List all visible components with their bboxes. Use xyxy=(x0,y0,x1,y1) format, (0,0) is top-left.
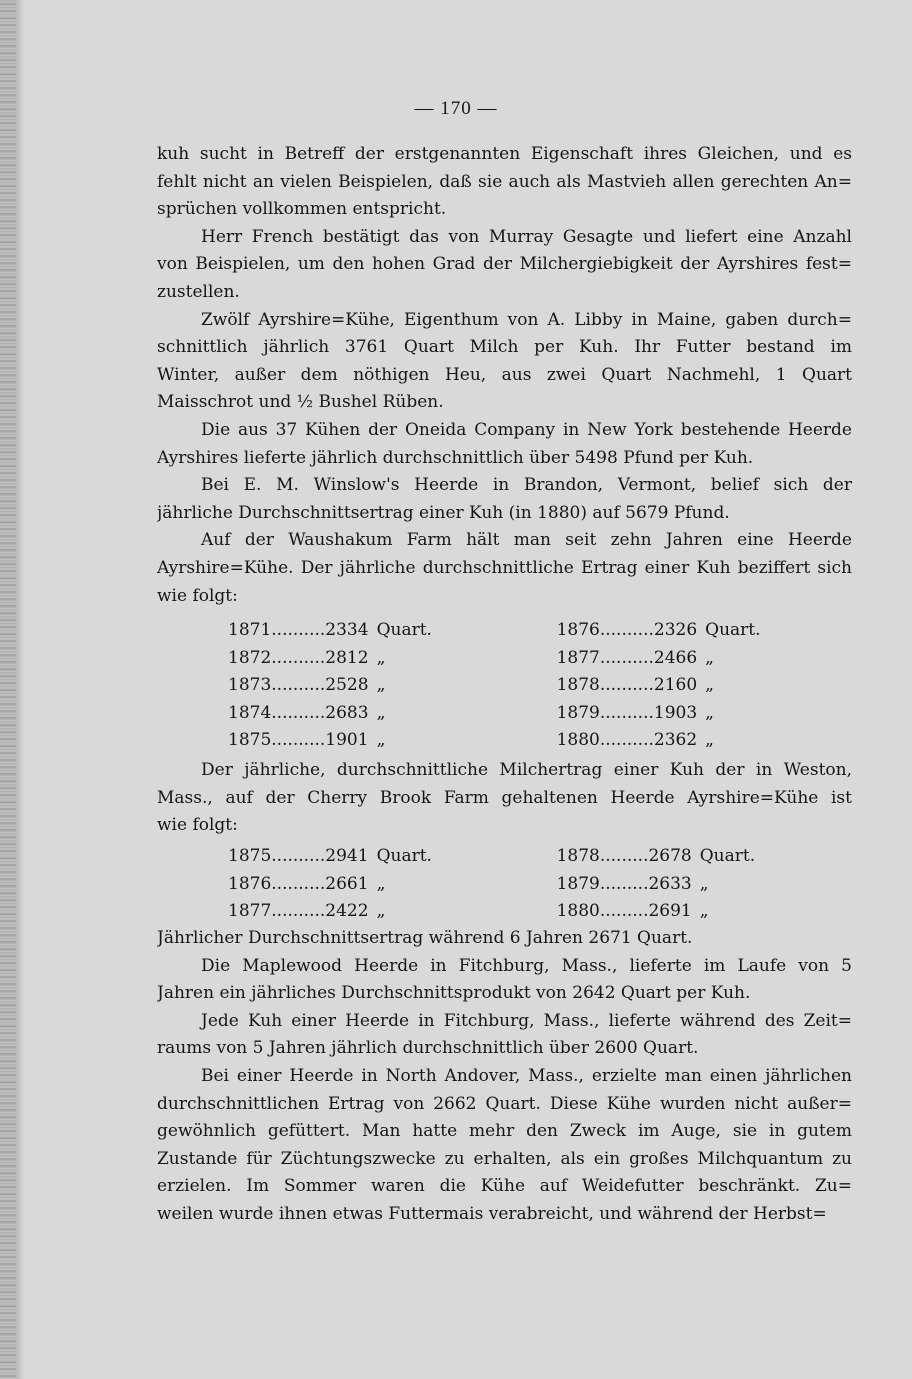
text-line: fehlt nicht an vielen Beispielen, daß sie auch als Mastvieh allen gerechten An= xyxy=(157,171,852,192)
unit-label: Quart. xyxy=(699,846,756,866)
table-row xyxy=(228,898,780,926)
page-number: — 170 — xyxy=(414,98,498,119)
text-block-bottom xyxy=(157,925,852,1229)
text-line: erzielen. Im Sommer waren die Kühe auf Weidefutter beschränkt. Zu= xyxy=(157,1176,852,1197)
text-line: Ayrshires lieferte jährlich durchschnittlich über 5498 Pfund per Kuh. xyxy=(157,447,754,468)
table-row xyxy=(228,617,785,645)
text-line: Die aus 37 Kühen der Oneida Company in New York bestehende Heerde xyxy=(201,419,852,440)
unit-label: „ xyxy=(376,675,386,696)
year-yield-entry: 1877..........2466 xyxy=(556,647,698,668)
text-line: Mass., auf der Cherry Brook Farm gehaltenen Heerde Ayrshire=Kühe ist xyxy=(157,787,852,808)
year-yield-entry: 1875..........2941 xyxy=(228,846,369,866)
table-row xyxy=(228,871,780,899)
text-line: Winter, außer dem nöthigen Heu, aus zwei Quart Nachmehl, 1 Quart xyxy=(157,364,852,385)
year-yield-entry: 1874..........2683 xyxy=(228,702,369,723)
unit-label: „ xyxy=(705,675,714,696)
text-line: sprüchen vollkommen entspricht. xyxy=(157,199,447,220)
page-gutter-shadow xyxy=(16,0,24,1379)
year-yield-entry: 1871..........2334 xyxy=(228,620,369,640)
unit-label: „ xyxy=(705,730,714,751)
text-line: Der jährliche, durchschnittliche Milchertrag einer Kuh der in Weston, xyxy=(201,760,852,780)
table-row xyxy=(228,700,785,728)
text-line: kuh sucht in Betreff der erstgenannten Eigenschaft ihres Gleichen, und es xyxy=(157,144,852,164)
unit-label: „ xyxy=(376,647,386,668)
table-row xyxy=(228,672,785,700)
page-binding-edge xyxy=(0,0,16,1379)
year-yield-entry: 1875..........1901 xyxy=(228,730,369,751)
text-line: Bei E. M. Winslow's Heerde in Brandon, Vermont, belief sich der xyxy=(201,475,852,496)
unit-label: „ xyxy=(376,901,386,922)
year-yield-entry: 1877..........2422 xyxy=(228,901,369,922)
year-yield-entry: 1879.........2633 xyxy=(556,873,692,894)
unit-label: Quart. xyxy=(705,620,761,640)
text-block-middle xyxy=(157,757,852,840)
year-yield-entry: 1878..........2160 xyxy=(556,675,698,696)
text-line: Herr French bestätigt das von Murray Gesagte und liefert eine Anzahl xyxy=(201,226,852,247)
unit-label: „ xyxy=(705,647,714,668)
text-line: Ayrshire=Kühe. Der jährliche durchschnittliche Ertrag einer Kuh beziffert sich xyxy=(157,557,852,578)
text-line: Jahren ein jährliches Durchschnittsprodukt von 2642 Quart per Kuh. xyxy=(157,983,751,1004)
unit-label: „ xyxy=(705,702,714,723)
year-yield-entry: 1873..........2528 xyxy=(228,675,369,696)
text-line: Zwölf Ayrshire=Kühe, Eigenthum von A. Libby in Maine, gaben durch= xyxy=(201,309,852,330)
text-line: Bei einer Heerde in North Andover, Mass., erzielte man einen jährlichen xyxy=(201,1065,852,1086)
year-yield-entry: 1876..........2326 xyxy=(556,620,698,640)
unit-label: „ xyxy=(376,873,386,894)
text-line: schnittlich jährlich 3761 Quart Milch per Kuh. Ihr Futter bestand im xyxy=(157,337,852,358)
year-yield-entry: 1880.........2691 xyxy=(556,901,692,922)
year-yield-entry: 1879..........1903 xyxy=(556,702,698,723)
text-line: Die Maplewood Heerde in Fitchburg, Mass., lieferte im Laufe von 5 xyxy=(201,955,852,976)
year-yield-entry: 1880..........2362 xyxy=(556,730,698,751)
text-line: wie folgt: xyxy=(157,585,238,606)
text-line: jährliche Durchschnittsertrag einer Kuh (in 1880) auf 5679 Pfund. xyxy=(157,502,730,523)
text-line: Auf der Waushakum Farm hält man seit zehn Jahren eine Heerde xyxy=(201,530,852,551)
unit-label: „ xyxy=(376,730,386,751)
unit-label: „ xyxy=(376,702,386,723)
text-line: Zustande für Züchtungszwecke zu erhalten, als ein großes Milchquantum zu xyxy=(157,1148,852,1169)
text-line: Maisschrot und ½ Bushel Rüben. xyxy=(157,392,444,413)
text-line: wie folgt: xyxy=(157,815,238,836)
text-line: von Beispielen, um den hohen Grad der Milchergiebigkeit der Ayrshires fest= xyxy=(157,254,852,275)
table-row xyxy=(228,843,780,871)
year-yield-entry: 1872..........2812 xyxy=(228,647,369,668)
unit-label: Quart. xyxy=(376,620,432,640)
text-line: zustellen. xyxy=(157,281,240,302)
table-row xyxy=(228,645,785,673)
text-line: durchschnittlichen Ertrag von 2662 Quart. Diese Kühe wurden nicht außer= xyxy=(157,1093,852,1114)
unit-label: Quart. xyxy=(376,846,432,866)
table-row xyxy=(228,727,785,755)
text-line: gewöhnlich gefüttert. Man hatte mehr den Zweck im Auge, sie in gutem xyxy=(157,1121,852,1142)
yield-table-waushakum xyxy=(228,617,785,755)
year-yield-entry: 1876..........2661 xyxy=(228,873,369,894)
yield-table-cherry-brook xyxy=(228,843,780,926)
unit-label: „ xyxy=(699,873,709,894)
text-line: raums von 5 Jahren jährlich durchschnittlich über 2600 Quart. xyxy=(157,1038,699,1059)
unit-label: „ xyxy=(699,901,709,922)
text-block-top xyxy=(157,141,852,610)
text-line: weilen wurde ihnen etwas Futtermais verabreicht, und während der Herbst= xyxy=(157,1203,827,1224)
text-line: Jährlicher Durchschnittsertrag während 6 Jahren 2671 Quart. xyxy=(157,928,693,948)
year-yield-entry: 1878.........2678 xyxy=(556,846,692,866)
text-line: Jede Kuh einer Heerde in Fitchburg, Mass., lieferte während des Zeit= xyxy=(201,1010,852,1031)
